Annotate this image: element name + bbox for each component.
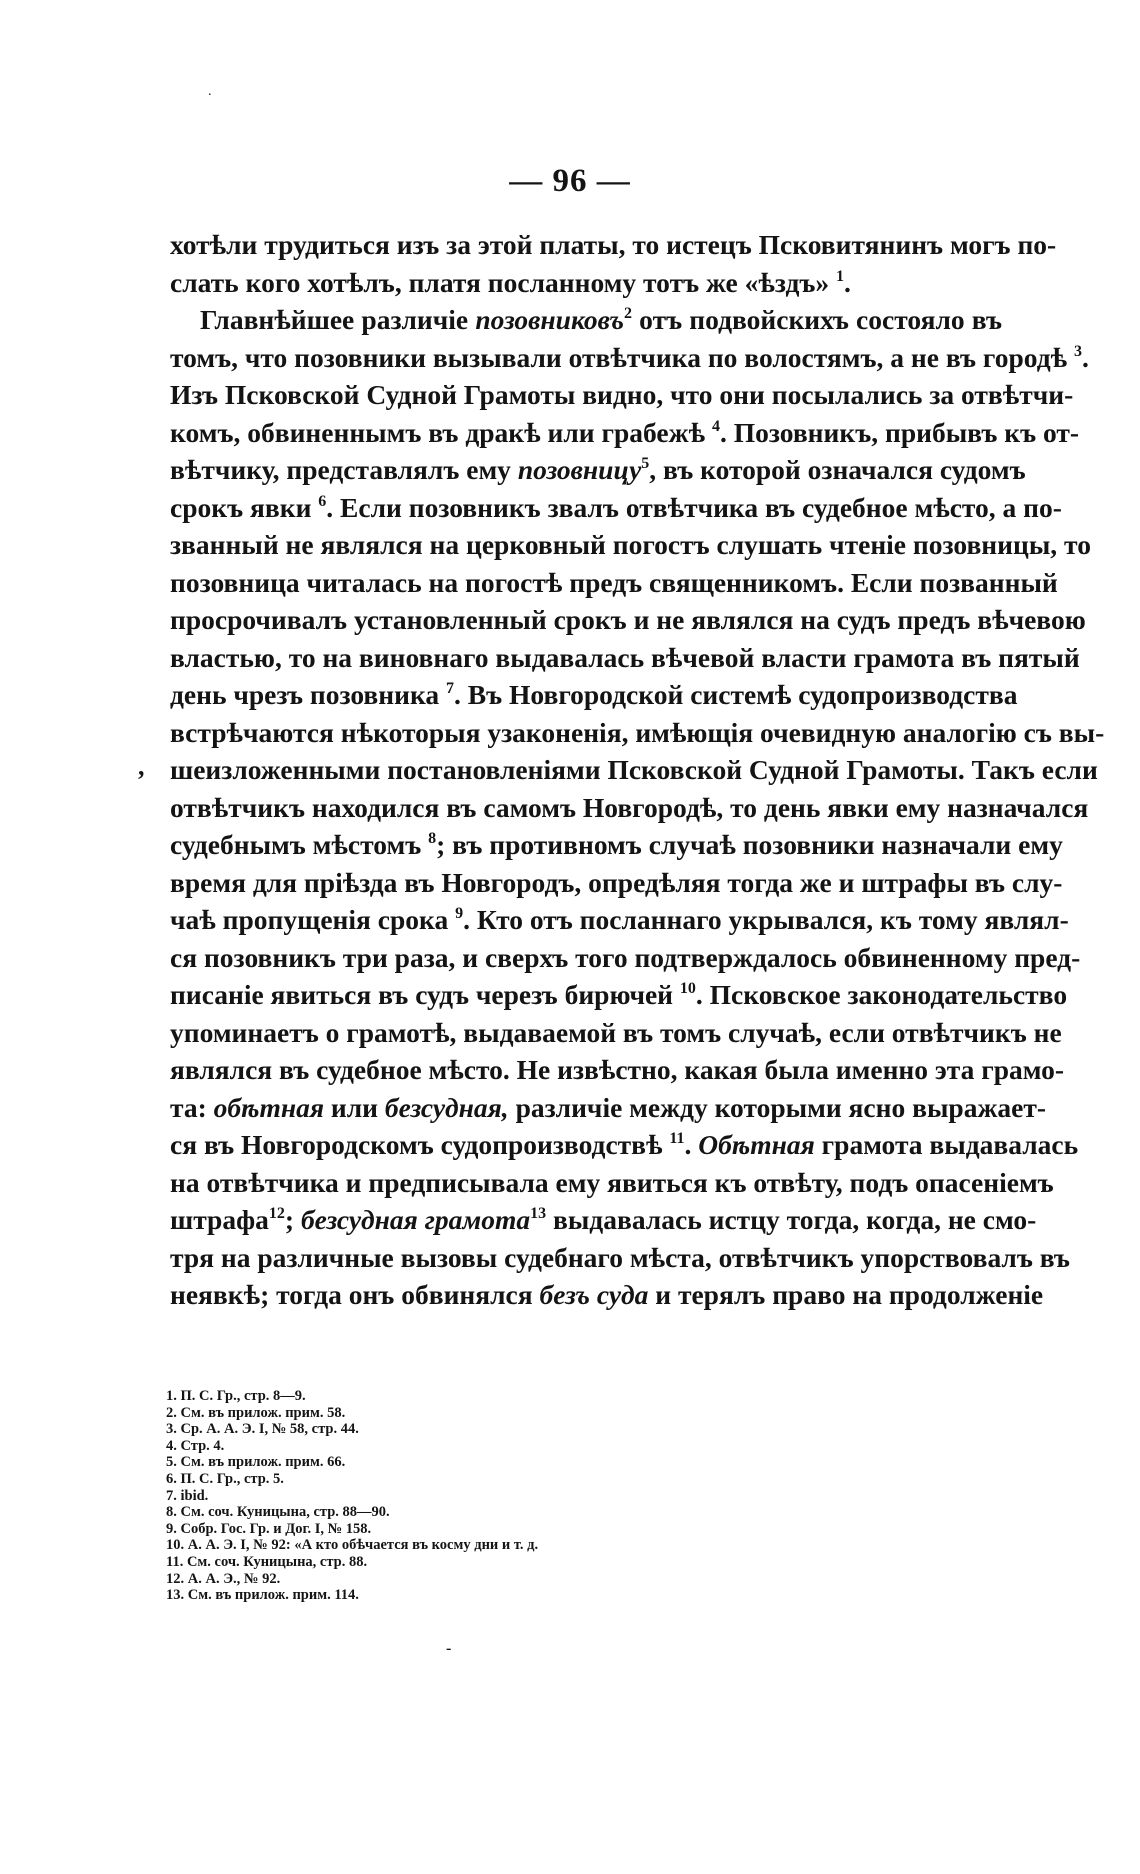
footnote-ref: 7 [446,680,455,697]
footnote-ref: 2 [624,305,633,322]
footnote-ref: 6 [318,492,327,510]
text-line: тря на различные вызовы судебнаго мѣста, отвѣтчикъ упорствовалъ въ [170,1241,1070,1273]
text-line: день чрезъ позовника $^7$. Въ Новгородской системѣ судопроизводства [170,679,1018,710]
text-line: позовница читалась на погостѣ предъ священникомъ. Если позванный [170,566,1058,598]
emphasis: позовниковъ [475,304,625,335]
text-line: встрѣчаются нѣкоторыя узаконенія, имѣющія очевидную аналогію съ вы- [170,716,1105,748]
text-line: штрафа$^{12}$; безсудная грамота$^{13}$ выдавалась истцу тогда, когда, не смо- [170,1204,1037,1235]
footnote-item: 4. Стр. 4. [166,1437,225,1454]
margin-mark: , [138,752,145,781]
text-line: шеизложенными постановленіями Псковской Судной Грамоты. Такъ если [170,754,1098,785]
footnote-item: 5. См. въ прилож. прим. 66. [166,1454,346,1471]
footnote-item: 11. См. соч. Куницына, стр. 88. [166,1553,368,1570]
text-line: являлся въ судебное мѣсто. Не извѣстно, какая была именно эта грамо- [170,1054,1065,1085]
text-line: вѣтчику, представлялъ ему позовницу$^5$, въ которой означался судомъ [170,454,1026,485]
text-line: срокъ явки $^6$. Если позовникъ звалъ отвѣтчика въ судебное мѣсто, а по- [170,491,1062,523]
text-line: судебнымъ мѣстомъ $^8$; въ противномъ случаѣ позовники назначали ему [170,829,1063,860]
body-text [170,226,1105,1314]
emphasis: обѣтная [213,1091,325,1123]
footnote-item: 9. Собр. Гос. Гр. и Дог. I, № 158. [166,1520,372,1537]
text-line: чаѣ пропущенія срока $^9$. Кто отъ посланнаго укрывался, къ тому являл- [170,904,1069,935]
emphasis: Обѣтная [698,1129,815,1160]
footnote-ref: 3 [1073,342,1082,360]
text-line: ся въ Новгородскомъ судопроизводствѣ $^{11}$. Обѣтная грамота выдавалась [170,1129,1079,1160]
footnote-item: 3. Ср. А. А. Э. I, № 58, стр. 44. [166,1421,359,1438]
footnote-item: 1. П. С. Гр., стр. 8—9. [166,1388,306,1404]
footnote-ref: 11 [669,1130,685,1147]
footnote-item: 8. См. соч. Куницына, стр. 88—90. [166,1504,390,1521]
footnote-ref: 13 [530,1205,547,1222]
emphasis: позовницу [517,454,642,485]
footnote-ref: 5 [641,455,650,472]
page-number: — 96 — [509,163,631,199]
text-line: отвѣтчикъ находился въ самомъ Новгородѣ, то день явки ему назначался [170,791,1089,823]
emphasis: безсудная грамота [300,1204,531,1235]
footnote-item: 12. А. А. Э., № 92. [166,1570,281,1587]
footnote-item: 2. См. въ прилож. прим. 58. [166,1404,346,1421]
footnote-ref: 8 [428,830,437,847]
text-line: слать кого хотѣлъ, платя посланному тотъ же «ѣздъ» $^1$. [170,266,851,298]
emphasis: безсудная, [384,1091,509,1123]
text-line: просрочивалъ установленный срокъ и не являлся на судъ предъ вѣчевою [170,604,1086,635]
text-line: упоминаетъ о грамотѣ, выдаваемой въ томъ случаѣ, если отвѣтчикъ не [170,1016,1062,1048]
text-line: та: обѣтная или безсудная, различіе между которыми ясно выражает- [170,1091,1047,1123]
footnote-ref: 9 [455,905,464,922]
text-line: томъ, что позовники вызывали отвѣтчика по волостямъ, а не въ городѣ $^3$. [170,341,1089,373]
footnote-item: 10. А. А. Э. I, № 92: «А кто обѣчается въ косму дни и т. д. [166,1537,539,1554]
text-line: писаніе явиться въ судъ черезъ бирючей $^{10}$. Псковское законодательство [170,979,1068,1010]
text-line: неявкѣ; тогда онъ обвинялся безъ суда и терялъ право на продолженіе [170,1279,1044,1310]
text-line: Изъ Псковской Судной Грамоты видно, что они посылались за отвѣтчи- [170,379,1074,410]
text-line: званный не являлся на церковный погостъ слушать чтеніе позовницы, то [170,529,1091,560]
footnote-ref: 12 [268,1205,285,1222]
text-line: комъ, обвиненнымъ въ дракѣ или грабежѣ $^4$. Позовникъ, прибывъ къ от- [170,416,1080,448]
footnotes [166,1388,926,1604]
text-line: хотѣли трудиться изъ за этой платы, то истецъ Псковитянинъ могъ по- [170,229,1057,260]
text-line: на отвѣтчика и предписывала ему явиться къ отвѣту, подъ опасеніемъ [170,1166,1054,1198]
footnote-ref: 4 [711,417,720,435]
footnote-item: 13. См. въ прилож. прим. 114. [166,1587,359,1604]
text-line: ся позовникъ три раза, и сверхъ того подтверждалось обвиненному пред- [170,941,1081,973]
footnote-ref: 1 [836,267,845,285]
text-line: Главнѣйшее различіе позовниковъ$^2$ отъ подвойскихъ состояло въ [200,304,1003,335]
footnote-ref: 10 [679,980,696,997]
stray-dash-mark: - [446,1640,452,1657]
footnote-item: 7. ibid. [166,1487,209,1504]
stray-dot-mark: . [208,84,212,99]
emphasis: безъ суда [539,1279,649,1310]
footnote-item: 6. П. С. Гр., стр. 5. [166,1470,284,1487]
text-line: властью, то на виновнаго выдавалась вѣчевой власти грамота въ пятый [170,641,1080,673]
text-line: время для пріѣзда въ Новгородъ, опредѣляя тогда же и штрафы въ слу- [170,866,1063,898]
